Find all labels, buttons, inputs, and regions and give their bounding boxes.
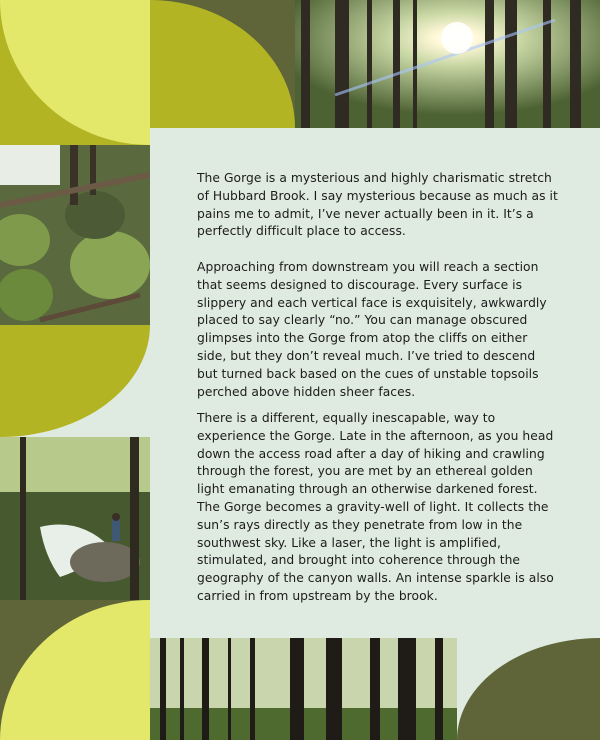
sunlit-forest-photo <box>295 0 600 128</box>
article-paragraph-1: The Gorge is a mysterious and highly charismatic stretch of Hubbard Brook. I say mysterious because as much as it pains me to admit, I’ve never actually been in it. It’s a perfectly difficult place to access. <box>197 171 558 239</box>
bottom-left-yellow-quarter-circle <box>0 600 150 740</box>
article-paragraph-3: There is a different, equally inescapable, way to experience the Gorge. Late in the afternoon, as you head down the access road after a day of hiking and crawling through the forest, you are met by an ethereal golden light emanating through an otherwise darkened forest. The Gorge becomes a gravity-well of light. It collects the sun’s rays directly as they penetrate from low in the southwest sky. Like a laser, the light is amplified, stimulated, and brought into coherence through the geography of the canyon walls. An intense sparkle is also carried in from upstream by the brook. <box>197 411 554 603</box>
article-paragraph-2: Approaching from downstream you will reach a section that seems designed to discourage. Every surface is slippery and each vertical face is exquisitely, awkwardly placed to say clearly “no.” You can manage obscured glimpses into the Gorge from atop the cliffs on either side, but they don’t reveal much. I’ve tried to descend but turned back based on the cues of unstable topsoils perched above hidden sheer faces. <box>197 260 547 399</box>
top-second-olive-quarter-circle <box>150 0 295 128</box>
tall-trees-photo <box>150 638 457 740</box>
bottom-right-dark-olive-half-circle <box>457 638 600 740</box>
mossy-boulders-photo <box>0 145 150 325</box>
forest-stream-photo <box>0 437 150 600</box>
left-olive-half-circle <box>0 325 150 437</box>
top-left-yellow-quarter-circle <box>0 0 150 145</box>
